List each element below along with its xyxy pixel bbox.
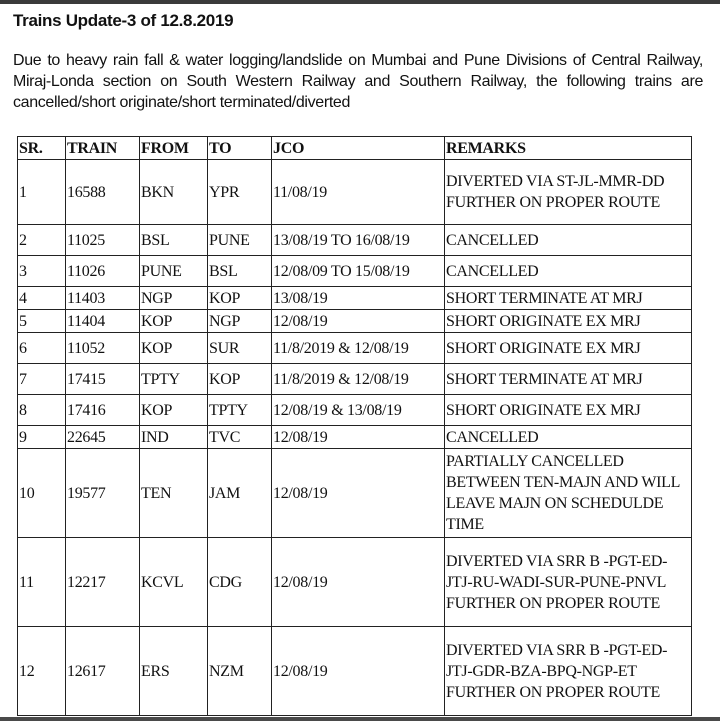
cell-train: 22645 — [66, 426, 140, 449]
table-row — [18, 627, 692, 716]
cell-jco: 11/8/2019 & 12/08/19 — [272, 364, 445, 395]
cell-from: BSL — [140, 225, 208, 256]
cell-from: KCVL — [140, 538, 208, 627]
cell-sr: 8 — [18, 395, 66, 426]
cell-from: TPTY — [140, 364, 208, 395]
cell-from: NGP — [140, 287, 208, 310]
table-row — [18, 364, 692, 395]
table-row — [18, 333, 692, 364]
cell-to: PUNE — [208, 225, 272, 256]
cell-train: 11404 — [66, 310, 140, 333]
cell-jco: 13/08/19 — [272, 287, 445, 310]
cell-remarks: SHORT ORIGINATE EX MRJ — [445, 333, 692, 364]
cell-sr: 11 — [18, 538, 66, 627]
cell-train: 19577 — [66, 449, 140, 538]
cell-to: BSL — [208, 256, 272, 287]
cell-remarks: DIVERTED VIA SRR B -PGT-ED-JTJ-RU-WADI-SUR-PUNE-PNVL FURTHER ON PROPER ROUTE — [445, 538, 692, 627]
cell-jco: 12/08/19 — [272, 627, 445, 716]
cell-train: 17415 — [66, 364, 140, 395]
cell-train: 11052 — [66, 333, 140, 364]
cell-train: 17416 — [66, 395, 140, 426]
cell-to: NGP — [208, 310, 272, 333]
cell-from: KOP — [140, 395, 208, 426]
cell-to: CDG — [208, 538, 272, 627]
cell-from: ERS — [140, 627, 208, 716]
cell-train: 11026 — [66, 256, 140, 287]
cell-remarks: CANCELLED — [445, 225, 692, 256]
cell-remarks: CANCELLED — [445, 426, 692, 449]
cell-remarks: DIVERTED VIA SRR B -PGT-ED-JTJ-GDR-BZA-BPQ-NGP-ET FURTHER ON PROPER ROUTE — [445, 627, 692, 716]
cell-jco: 12/08/19 — [272, 538, 445, 627]
cell-train: 12617 — [66, 627, 140, 716]
cell-train: 12217 — [66, 538, 140, 627]
cell-from: KOP — [140, 310, 208, 333]
cell-jco: 12/08/19 & 13/08/19 — [272, 395, 445, 426]
cell-remarks: PARTIALLY CANCELLED BETWEEN TEN-MAJN AND WILL LEAVE MAJN ON SCHEDULDE TIME — [445, 449, 692, 538]
cell-from: KOP — [140, 333, 208, 364]
cell-remarks: DIVERTED VIA ST-JL-MMR-DD FURTHER ON PROPER ROUTE — [445, 160, 692, 225]
document-title: Trains Update-3 of 12.8.2019 — [13, 11, 234, 30]
cell-remarks: SHORT TERMINATE AT MRJ — [445, 364, 692, 395]
cell-sr: 7 — [18, 364, 66, 395]
cell-to: TVC — [208, 426, 272, 449]
cell-sr: 3 — [18, 256, 66, 287]
cell-train: 11403 — [66, 287, 140, 310]
trains-table — [17, 136, 692, 716]
cell-remarks: SHORT ORIGINATE EX MRJ — [445, 310, 692, 333]
table-row — [18, 225, 692, 256]
cell-from: BKN — [140, 160, 208, 225]
cell-to: KOP — [208, 364, 272, 395]
table-row — [18, 395, 692, 426]
cell-train: 11025 — [66, 225, 140, 256]
cell-sr: 1 — [18, 160, 66, 225]
cell-from: TEN — [140, 449, 208, 538]
cell-to: KOP — [208, 287, 272, 310]
cell-sr: 4 — [18, 287, 66, 310]
cell-jco: 11/8/2019 & 12/08/19 — [272, 333, 445, 364]
table-header-row — [18, 137, 692, 160]
cell-sr: 12 — [18, 627, 66, 716]
cell-jco: 12/08/19 — [272, 310, 445, 333]
cell-jco: 12/08/09 TO 15/08/19 — [272, 256, 445, 287]
cell-sr: 10 — [18, 449, 66, 538]
table-row — [18, 160, 692, 225]
header-sr: SR. — [18, 137, 66, 160]
cell-jco: 12/08/19 — [272, 426, 445, 449]
cell-train: 16588 — [66, 160, 140, 225]
cell-sr: 6 — [18, 333, 66, 364]
cell-sr: 9 — [18, 426, 66, 449]
table-row — [18, 310, 692, 333]
header-remarks: REMARKS — [445, 137, 692, 160]
header-train: TRAIN — [66, 137, 140, 160]
cell-to: TPTY — [208, 395, 272, 426]
cell-from: IND — [140, 426, 208, 449]
cell-to: JAM — [208, 449, 272, 538]
table-row — [18, 426, 692, 449]
table-row — [18, 256, 692, 287]
header-to: TO — [208, 137, 272, 160]
table-row — [18, 538, 692, 627]
cell-jco: 12/08/19 — [272, 449, 445, 538]
cell-remarks: SHORT TERMINATE AT MRJ — [445, 287, 692, 310]
cell-to: SUR — [208, 333, 272, 364]
top-border — [0, 0, 720, 4]
table-row — [18, 449, 692, 538]
bottom-border — [0, 717, 720, 721]
cell-sr: 2 — [18, 225, 66, 256]
cell-jco: 13/08/19 TO 16/08/19 — [272, 225, 445, 256]
cell-sr: 5 — [18, 310, 66, 333]
cell-from: PUNE — [140, 256, 208, 287]
cell-remarks: CANCELLED — [445, 256, 692, 287]
table-row — [18, 287, 692, 310]
header-jco: JCO — [272, 137, 445, 160]
cell-remarks: SHORT ORIGINATE EX MRJ — [445, 395, 692, 426]
intro-paragraph: Due to heavy rain fall & water logging/landslide on Mumbai and Pune Divisions of Central Railway, Miraj-Londa section on South Western Railway and Southern Railway, the following trains are cancelled/short originate/short terminated/diverted — [13, 52, 703, 111]
header-from: FROM — [140, 137, 208, 160]
cell-to: YPR — [208, 160, 272, 225]
cell-to: NZM — [208, 627, 272, 716]
cell-jco: 11/08/19 — [272, 160, 445, 225]
